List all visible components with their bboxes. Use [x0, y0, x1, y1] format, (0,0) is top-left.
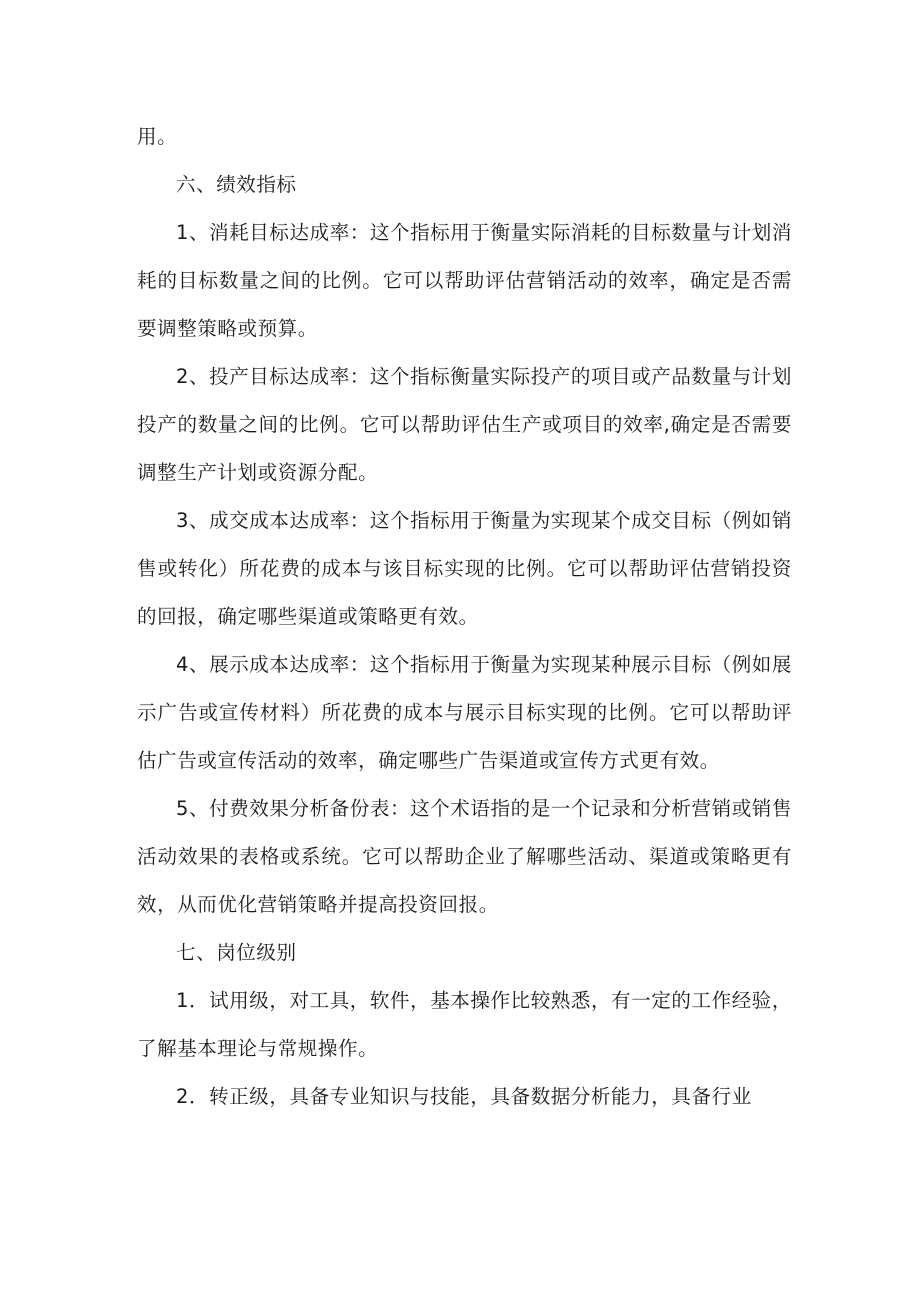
metric-paragraph-deal-cost: 3、成交成本达成率：这个指标用于衡量为实现某个成交目标（例如销售或转化）所花费的成本与该目标实现的比例。它可以帮助评估营销投资的回报，确定哪些渠道或策略更有效。: [137, 509, 793, 628]
section-heading-job-levels: 七、岗位级别: [176, 941, 297, 964]
metric-paragraph-consumption-target: 1、消耗目标达成率：这个指标用于衡量实际消耗的目标数量与计划消耗的目标数量之间的比例。它可以帮助评估营销活动的效率，确定是否需要调整策略或预算。: [137, 221, 793, 340]
document-body: [137, 113, 792, 1121]
metric-paragraph-display-cost: 4、展示成本达成率：这个指标用于衡量为实现某种展示目标（例如展示广告或宣传材料）所花费的成本与展示目标实现的比例。它可以帮助评估广告或宣传活动的效率，确定哪些广告渠道或宣传方式更有效。: [137, 653, 793, 772]
level-paragraph-trial: 1．试用级，对工具，软件，基本操作比较熟悉，有一定的工作经验，了解基本理论与常规操作。: [137, 989, 793, 1060]
metric-paragraph-production-target: 2、投产目标达成率：这个指标衡量实际投产的项目或产品数量与计划投产的数量之间的比例。它可以帮助评估生产或项目的效率,确定是否需要调整生产计划或资源分配。: [137, 365, 793, 484]
metric-paragraph-paid-effect-table: 5、付费效果分析备份表：这个术语指的是一个记录和分析营销或销售活动效果的表格或系统。它可以帮助企业了解哪些活动、渠道或策略更有效，从而优化营销策略并提高投资回报。: [137, 797, 793, 916]
section-heading-performance-metrics: 六、绩效指标: [176, 173, 297, 196]
level-paragraph-regular: 2．转正级，具备专业知识与技能，具备数据分析能力，具备行业: [176, 1085, 752, 1108]
continued-paragraph: 用。: [137, 125, 178, 148]
